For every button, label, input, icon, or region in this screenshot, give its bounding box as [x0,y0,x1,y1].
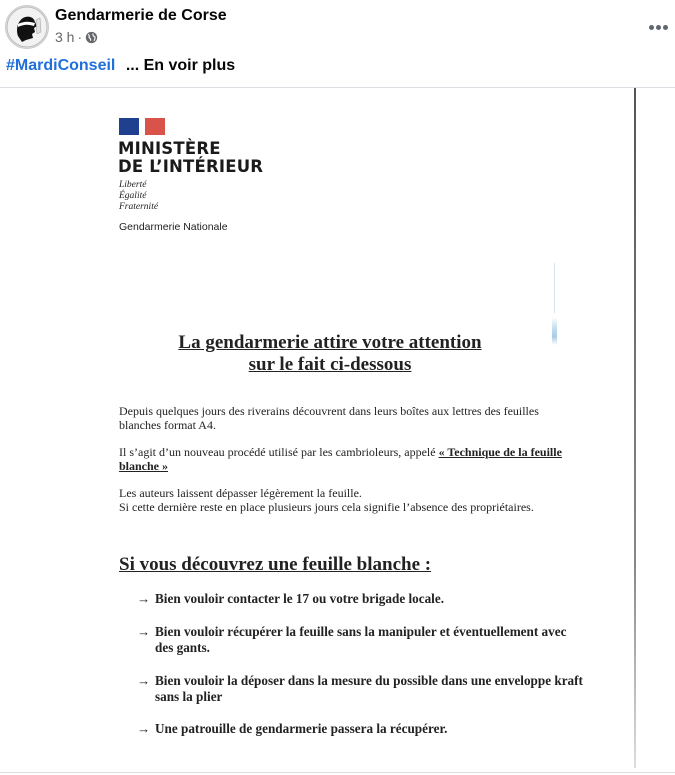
ministry-line2: DE L’INTÉRIEUR [118,157,264,176]
title-line1: La gendarmerie attire votre attention [178,332,482,353]
paper-edge [634,88,636,768]
post-image-document[interactable] [0,88,675,775]
author-name[interactable]: Gendarmerie de Corse [55,7,227,24]
technique-name: « Technique de la feuille blanche » [119,445,562,473]
globe-icon [85,31,98,44]
advice-text: Une patrouille de gendarmerie passera la récupérer. [155,721,448,736]
advice-text: Bien vouloir la déposer dans la mesure du possible dans une enveloppe kraft sans la plier [155,673,583,704]
arrow-right-icon: → [137,624,151,639]
service-name: Gendarmerie Nationale [119,221,228,233]
moor-head-icon [6,6,48,48]
dot-icon [649,25,654,30]
ministry-name [118,140,263,176]
paragraph-1: Depuis quelques jours des riverains découvrent dans leurs boîtes aux lettres des feuilles blanches format A4. [119,404,539,432]
paragraph-2 [119,445,569,473]
advice-text: Bien vouloir contacter le 17 ou votre brigade locale. [155,591,444,606]
advice-item [137,591,585,607]
advice-item [137,673,585,705]
title-line2: sur le fait ci-dessous [248,354,412,375]
bottom-divider [0,772,675,773]
paragraph-3 [119,486,569,514]
marianne-flag-logo [119,118,165,135]
devise-fraternite: Fraternité [119,202,159,212]
arrow-right-icon: → [137,591,151,606]
document-title [0,332,675,376]
avatar[interactable] [5,5,49,49]
devise-liberte: Liberté [119,180,147,190]
post-caption [6,57,235,75]
flag-blue [119,118,139,135]
see-more-link[interactable]: ... En voir plus [125,57,236,74]
advice-item [137,624,585,656]
flag-red [145,118,165,135]
paragraph-3-line1: Les auteurs laissent dépasser légèrement la feuille. [119,486,362,500]
devise [119,180,158,213]
dot-icon [663,25,668,30]
paragraph-3-line2: Si cette dernière reste en place plusieurs jours cela signifie l’absence des propriétaires. [119,500,534,514]
arrow-right-icon: → [137,673,151,688]
advice-item [137,721,585,737]
advice-text: Bien vouloir récupérer la feuille sans la manipuler et éventuellement avec des gants. [155,624,567,655]
section-title: Si vous découvrez une feuille blanche : [119,554,432,575]
paragraph-2-text: Il s’agit d’un nouveau procédé utilisé par les cambrioleurs, appelé [119,445,439,459]
post-header [0,0,675,56]
arrow-right-icon: → [137,721,151,736]
scan-mark [554,263,555,313]
devise-egalite: Égalité [119,191,147,201]
dot-icon [656,25,661,30]
post-meta [55,29,98,45]
meta-separator: · [77,29,83,45]
post-time[interactable]: 3 h [55,29,75,45]
more-options-button[interactable] [649,17,671,27]
ministry-line1: MINISTÈRE [118,139,221,158]
hashtag-link[interactable]: #MardiConseil [6,57,116,74]
